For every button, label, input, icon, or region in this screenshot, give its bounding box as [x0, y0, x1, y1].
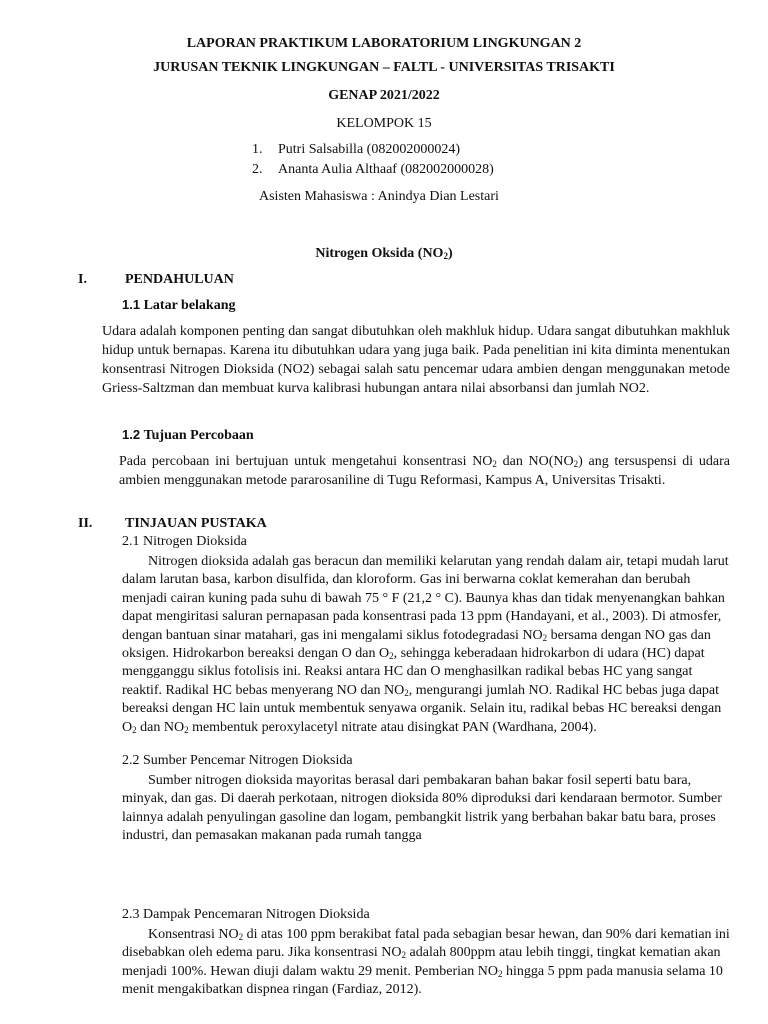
section-number: II. — [78, 516, 93, 531]
subsection-heading: 1.1 Latar belakang — [122, 297, 236, 313]
nitrogen-dioxide-paragraph: Nitrogen dioksida adalah gas beracun dan memiliki kelarutan yang rendah dalam air, tetapi mudah larut dalam larutan basa, karbon disulfida, dan kloroform. Gas ini berwarna coklat kemerahan dan berubah menjadi cairan kuning pada suhu di bawah 75 ° F (21,2 ° C). Baunya khas dan tidak menyenangkan bahkan dapat mengiritasi saluran pernapasan pada konsentrasi pada 13 ppm (Handayani, et al., 2003). Di atmosfer, dengan bantuan sinar matahari, gas ini mengalami siklus fotodegradasi $NO_2$ bersama dengan NO gas dan oksigen. Hidrokarbon bereaksi dengan O dan $O_2$, sehingga keberadaan hidrokarbon di udara (HC) dapat mengganggu siklus fotolisis ini. Reaksi antara HC dan O menghasilkan radikal bebas HC yang sangat reaktif. Radikal HC bebas menyerang NO dan $NO_2$, mengurangi jumlah NO. Radikal HC bebas juga dapat bereaksi dengan HC lain untuk membentuk senyawa organik. Selain itu, radikal bebas HC bereaksi dengan $O_2$ dan $NO_2$ membentuk peroxylacetyl nitrate atau disingkat PAN (Wardhana, 2004). — [122, 554, 729, 735]
subsection-heading: 1.2 Tujuan Percobaan — [122, 427, 254, 443]
pollution-impact-paragraph: Konsentrasi $NO_2$ di atas 100 ppm berakibat fatal pada sebagian besar hewan, dan 90% dari kematian ini disebabkan oleh edema paru. Jika konsentrasi $NO_2$ adalah 800ppm atau lebih tinggi, tingkat kematian akan menjadi 100%. Hewan diuji dalam waktu 29 menit. Pemberian $NO_2$ hingga 5 ppm pada manusia selama 10 menit mengakibatkan dispnea ringan (Fardiaz, 2012). — [122, 927, 730, 998]
pollutant-source-paragraph: Sumber nitrogen dioksida mayoritas berasal dari pembakaran bahan bakar fosil seperti batu bara, minyak, dan gas. Di daerah perkotaan, nitrogen dioksida 80% diproduksi dari kendaraan bermotor. Sumber lainnya adalah penyulingan gasoline dan logam, pembangkit listrik yang berbahan bakar batu bara, proses industri, dan pemasakan makanan pada rumah tangga — [122, 773, 722, 844]
member-number: 1. — [252, 142, 263, 157]
member-name: Putri Salsabilla (082002000024) — [278, 142, 460, 157]
section-title: PENDAHULUAN — [125, 272, 234, 287]
section-title: TINJAUAN PUSTAKA — [125, 516, 267, 531]
background-paragraph: Udara adalah komponen penting dan sangat dibutuhkan oleh makhluk hidup. Udara sangat dibutuhkan makhluk hidup untuk bernapas. Karena itu dibutuhkan udara yang juga baik. Pada penelitian ini kita diminta menentukan konsentrasi Nitrogen Dioksida (NO2) sebagai salah satu pencemar udara ambien dengan menggunakan metode Griess-Saltzman dan membuat kurva kalibrasi hubungan antara nilai absorbansi dan jumlah NO2. — [102, 324, 730, 396]
report-title-line-2: JURUSAN TEKNIK LINGKUNGAN – FALTL - UNIVERSITAS TRISAKTI — [153, 60, 615, 75]
section-number: I. — [78, 272, 87, 287]
member-item — [252, 162, 494, 178]
report-title-line-1: LAPORAN PRAKTIKUM LABORATORIUM LINGKUNGAN 2 — [186, 36, 582, 51]
report-semester: GENAP 2021/2022 — [328, 88, 440, 103]
member-number: 2. — [252, 162, 263, 177]
assistant-line: Asisten Mahasiswa : Anindya Dian Lestari — [259, 189, 499, 204]
document-title: Nitrogen Oksida $(NO_2)$ — [315, 246, 453, 261]
subsection-heading: 2.2 Sumber Pencemar Nitrogen Dioksida — [122, 753, 353, 768]
group-label: KELOMPOK 15 — [336, 116, 432, 131]
member-item — [252, 142, 460, 158]
objective-paragraph: Pada percobaan ini bertujuan untuk mengetahui konsentrasi $NO_2$ dan $NO(NO_2)$ ang tersuspensi di udara ambien menggunakan metode pararosaniline di Tugu Reformasi, Kampus A, Universitas Trisakti. — [119, 454, 730, 488]
member-name: Ananta Aulia Althaaf (082002000028) — [278, 162, 494, 177]
subsection-heading: 2.1 Nitrogen Dioksida — [122, 534, 247, 549]
subsection-heading: 2.3 Dampak Pencemaran Nitrogen Dioksida — [122, 907, 370, 922]
